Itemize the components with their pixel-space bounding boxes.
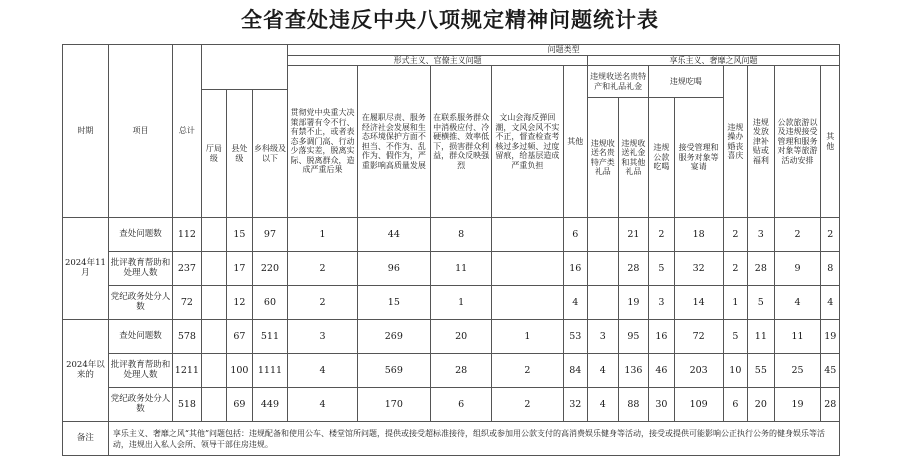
header-f1: 贯彻党中央重大决策部署有令不行、有禁不止，或者表态多调门高、行动少落实差，脱离实际、脱离群众，造成严重后果 (288, 66, 357, 218)
cell-h-allow: 55 (748, 354, 775, 388)
cell-xian: 17 (227, 252, 252, 286)
table-row (63, 218, 840, 252)
cell-f2: 269 (357, 320, 430, 354)
cell-f-other: 16 (563, 252, 587, 286)
cell-ting (201, 252, 226, 286)
cell-f2: 96 (357, 252, 430, 286)
cell-ting (201, 354, 226, 388)
period-label: 2024年11月 (63, 218, 109, 320)
cell-xiang: 511 (252, 320, 288, 354)
cell-f4 (492, 286, 563, 320)
stats-table-container (62, 44, 840, 456)
header-item: 项目 (108, 45, 172, 218)
cell-xian: 12 (227, 286, 252, 320)
cell-xiang: 220 (252, 252, 288, 286)
cell-f-other: 6 (563, 218, 587, 252)
cell-xian: 100 (227, 354, 252, 388)
cell-f1: 1 (288, 218, 357, 252)
cell-h-gift2: 95 (618, 320, 649, 354)
cell-f3: 8 (431, 218, 492, 252)
cell-h-gift1: 4 (588, 354, 619, 388)
header-period: 时期 (63, 45, 109, 218)
cell-ting (201, 218, 226, 252)
cell-h-other: 28 (821, 388, 840, 422)
cell-f4 (492, 218, 563, 252)
header-gift2: 违规收送礼金和其他礼品 (618, 98, 649, 218)
cell-h-eat2: 18 (674, 218, 723, 252)
cell-h-other: 2 (821, 218, 840, 252)
table-row (63, 388, 840, 422)
cell-h-other: 4 (821, 286, 840, 320)
cell-total: 72 (173, 286, 202, 320)
table-row (63, 320, 840, 354)
cell-ting (201, 388, 226, 422)
header-eat2: 接受管理和服务对象等宴请 (674, 98, 723, 218)
header-gift-group: 违规收送名贵特产和礼品礼金 (588, 66, 649, 98)
cell-h-other: 8 (821, 252, 840, 286)
cell-h-wedding: 10 (723, 354, 747, 388)
cell-xiang: 97 (252, 218, 288, 252)
cell-h-allow: 11 (748, 320, 775, 354)
cell-f2: 569 (357, 354, 430, 388)
cell-xiang: 1111 (252, 354, 288, 388)
cell-f1: 2 (288, 286, 357, 320)
cell-f1: 2 (288, 252, 357, 286)
cell-f2: 44 (357, 218, 430, 252)
cell-h-gift2: 21 (618, 218, 649, 252)
cell-h-gift1: 4 (588, 388, 619, 422)
stats-table (62, 44, 840, 456)
cell-h-travel: 9 (774, 252, 821, 286)
cell-h-gift1 (588, 252, 619, 286)
header-f4: 文山会海反弹回潮，文风会风不实不正，督查检查考核过多过频、过度留痕，给基层造成严重负担 (492, 66, 563, 218)
row-item-label: 查处问题数 (108, 320, 172, 354)
cell-f4: 1 (492, 320, 563, 354)
cell-h-allow: 5 (748, 286, 775, 320)
cell-f-other: 53 (563, 320, 587, 354)
cell-h-eat1: 3 (649, 286, 674, 320)
cell-xiang: 60 (252, 286, 288, 320)
header-formalism: 形式主义、官僚主义问题 (288, 55, 588, 66)
cell-h-eat2: 109 (674, 388, 723, 422)
header-gift1: 违规收送名贵特产类礼品 (588, 98, 619, 218)
header-problem-type: 问题类型 (288, 45, 840, 56)
row-item-label: 党纪政务处分人数 (108, 388, 172, 422)
header-ting: 厅局级 (201, 90, 226, 218)
cell-h-eat1: 5 (649, 252, 674, 286)
table-row (63, 286, 840, 320)
header-wedding: 违规操办婚丧喜庆 (723, 66, 747, 218)
cell-f2: 170 (357, 388, 430, 422)
header-eat-group: 违规吃喝 (649, 66, 723, 98)
header-eat1: 违规公款吃喝 (649, 98, 674, 218)
header-f-other: 其他 (563, 66, 587, 218)
page-title: 全省查处违反中央八项规定精神问题统计表 (241, 8, 659, 32)
cell-f1: 4 (288, 354, 357, 388)
table-row (63, 252, 840, 286)
cell-h-eat2: 14 (674, 286, 723, 320)
cell-f4: 2 (492, 354, 563, 388)
cell-h-travel: 25 (774, 354, 821, 388)
cell-xian: 69 (227, 388, 252, 422)
cell-total: 518 (173, 388, 202, 422)
cell-h-allow: 28 (748, 252, 775, 286)
cell-h-gift2: 19 (618, 286, 649, 320)
table-body (63, 218, 840, 422)
cell-total: 112 (173, 218, 202, 252)
cell-f3: 6 (431, 388, 492, 422)
cell-h-allow: 3 (748, 218, 775, 252)
cell-ting (201, 286, 226, 320)
cell-h-travel: 4 (774, 286, 821, 320)
row-item-label: 批评教育帮助和处理人数 (108, 252, 172, 286)
note-label: 备注 (63, 422, 109, 456)
cell-h-eat2: 203 (674, 354, 723, 388)
cell-h-wedding: 2 (723, 252, 747, 286)
header-h-other: 其他 (821, 66, 840, 218)
cell-f2: 15 (357, 286, 430, 320)
cell-h-eat2: 32 (674, 252, 723, 286)
cell-f3: 20 (431, 320, 492, 354)
cell-f3: 28 (431, 354, 492, 388)
cell-h-eat1: 2 (649, 218, 674, 252)
cell-h-wedding: 5 (723, 320, 747, 354)
cell-ting (201, 320, 226, 354)
header-level-group (201, 45, 288, 90)
cell-h-allow: 20 (748, 388, 775, 422)
cell-h-eat1: 30 (649, 388, 674, 422)
cell-h-travel: 11 (774, 320, 821, 354)
cell-h-gift2: 136 (618, 354, 649, 388)
cell-h-gift2: 88 (618, 388, 649, 422)
cell-f3: 11 (431, 252, 492, 286)
cell-h-travel: 2 (774, 218, 821, 252)
cell-f4 (492, 252, 563, 286)
header-f3: 在联系服务群众中消极应付、冷硬横推、效率低下，损害群众利益，群众反映强烈 (431, 66, 492, 218)
cell-f1: 3 (288, 320, 357, 354)
cell-h-travel: 19 (774, 388, 821, 422)
table-row (63, 354, 840, 388)
cell-f4: 2 (492, 388, 563, 422)
cell-f-other: 84 (563, 354, 587, 388)
header-travel: 公款旅游以及违规接受管理和服务对象等旅游活动安排 (774, 66, 821, 218)
row-item-label: 查处问题数 (108, 218, 172, 252)
cell-f1: 4 (288, 388, 357, 422)
header-f2: 在履职尽责、服务经济社会发展和生态环境保护方面不担当、不作为、乱作为、假作为，严重影响高质量发展 (357, 66, 430, 218)
note-text: 享乐主义、奢靡之风“其他”问题包括：违规配备和使用公车、楼堂馆所问题，提供或接受超标准接待，组织或参加用公款支付的高消费娱乐健身等活动，接受或提供可能影响公正执行公务的健身娱乐等活动，违规出入私人会所、领导干部住房违规。 (108, 422, 839, 456)
cell-h-eat2: 72 (674, 320, 723, 354)
header-total: 总计 (173, 45, 202, 218)
cell-h-eat1: 16 (649, 320, 674, 354)
period-label: 2024年以来的 (63, 320, 109, 422)
header-xian: 县处级 (227, 90, 252, 218)
row-item-label: 党纪政务处分人数 (108, 286, 172, 320)
cell-h-other: 19 (821, 320, 840, 354)
header-xiang: 乡科级及以下 (252, 90, 288, 218)
cell-h-wedding: 6 (723, 388, 747, 422)
header-allowance: 违规发放津补贴或福利 (748, 66, 775, 218)
cell-h-gift1 (588, 286, 619, 320)
cell-xiang: 449 (252, 388, 288, 422)
cell-h-wedding: 1 (723, 286, 747, 320)
cell-h-gift1: 3 (588, 320, 619, 354)
cell-f-other: 4 (563, 286, 587, 320)
cell-h-gift1 (588, 218, 619, 252)
cell-f-other: 32 (563, 388, 587, 422)
cell-total: 237 (173, 252, 202, 286)
cell-xian: 15 (227, 218, 252, 252)
cell-h-gift2: 28 (618, 252, 649, 286)
cell-total: 1211 (173, 354, 202, 388)
cell-h-other: 45 (821, 354, 840, 388)
cell-f3: 1 (431, 286, 492, 320)
row-item-label: 批评教育帮助和处理人数 (108, 354, 172, 388)
cell-total: 578 (173, 320, 202, 354)
header-hedonism: 享乐主义、奢靡之风问题 (588, 55, 840, 66)
cell-xian: 67 (227, 320, 252, 354)
cell-h-wedding: 2 (723, 218, 747, 252)
cell-h-eat1: 46 (649, 354, 674, 388)
